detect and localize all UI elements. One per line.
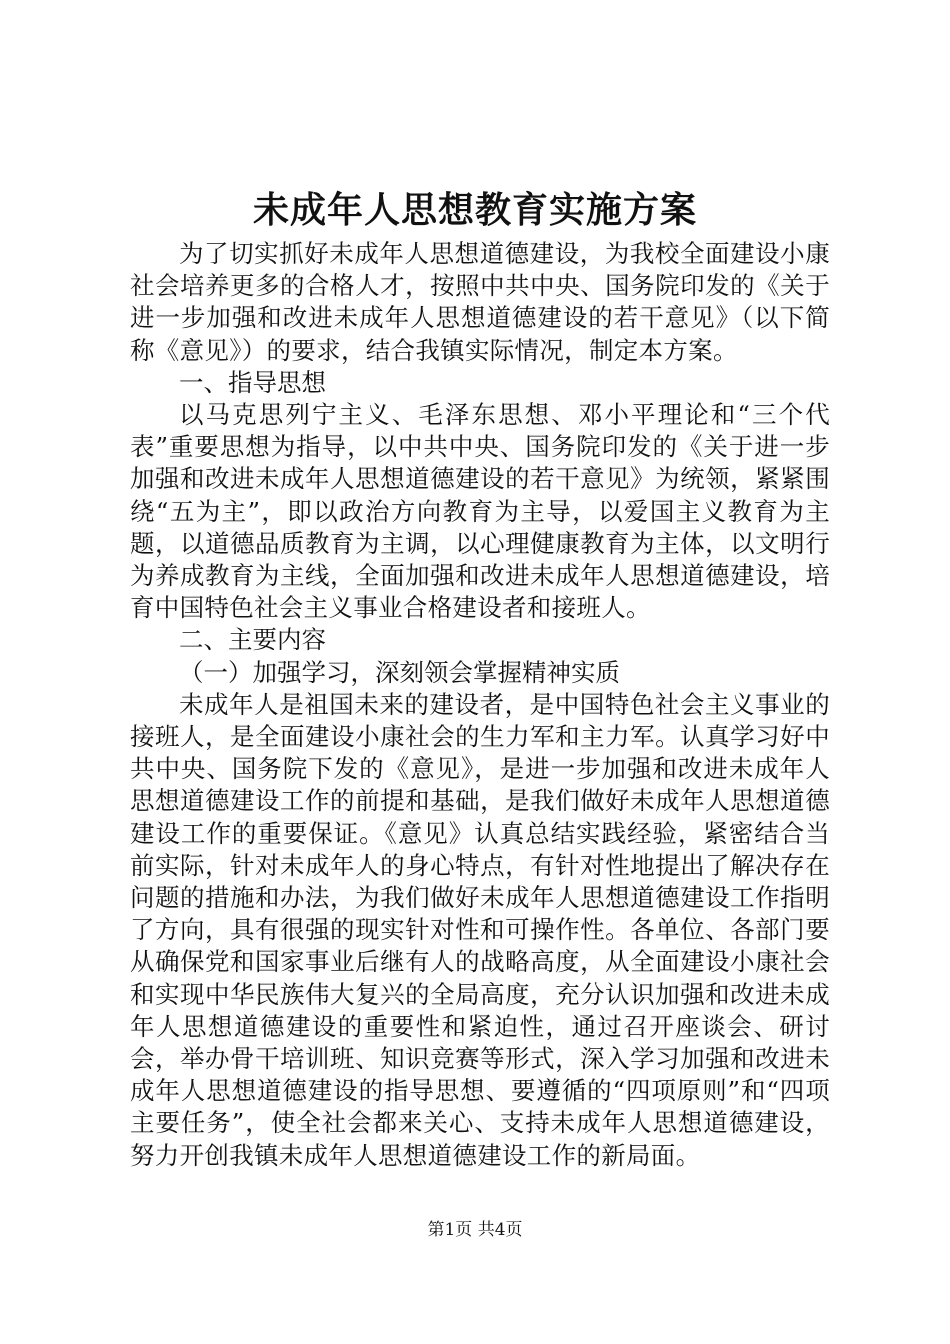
subsection-heading-study: （一）加强学习，深刻领会掌握精神实质 [179,657,620,687]
guiding-ideology-paragraph: 以马克思列宁主义、毛泽东思想、邓小平理论和“三个代表”重要思想为指导，以中共中央、国务院印发的《关于进一步加强和改进未成年人思想道德建设的若干意见》为统领，紧紧围绕“五为主”，即以政治方向教育为主导，以爱国主义教育为主题，以道德品质教育为主调，以心理健康教育为主体，以文明行为养成教育为主线，全面加强和改进未成年人思想道德建设，培育中国特色社会主义事业合格建设者和接班人。 [130,400,831,623]
section-heading-guiding-ideology: 一、指导思想 [179,367,326,397]
section-heading-main-content: 二、主要内容 [179,625,326,655]
document-body [130,238,830,1172]
study-paragraph: 未成年人是祖国未来的建设者，是中国特色社会主义事业的接班人，是全面建设小康社会的生力军和主力军。认真学习好中共中央、国务院下发的《意见》，是进一步加强和改进未成年人思想道德建设工作的前提和基础，是我们做好未成年人思想道德建设工作的重要保证。《意见》认真总结实践经验，紧密结合当前实际，针对未成年人的身心特点，有针对性地提出了解决存在问题的措施和办法，为我们做好未成年人思想道德建设工作指明了方向，具有很强的现实针对性和可操作性。各单位、各部门要从确保党和国家事业后继有人的战略高度，从全面建设小康社会和实现中华民族伟大复兴的全局高度，充分认识加强和改进未成年人思想道德建设的重要性和紧迫性，通过召开座谈会、研讨会，举办骨干培训班、知识竞赛等形式，深入学习加强和改进未成年人思想道德建设的指导思想、要遵循的“四项原则”和“四项主要任务”，使全社会都来关心、支持未成年人思想道德建设，努力开创我镇未成年人思想道德建设工作的新局面。 [130,689,830,1170]
page-number: 第1页 共4页 [427,1220,523,1240]
intro-paragraph: 为了切实抓好未成年人思想道德建设，为我校全面建设小康社会培养更多的合格人才，按照中共中央、国务院印发的《关于进一步加强和改进未成年人思想道德建设的若干意见》（以下简称《意见》）的要求，结合我镇实际情况，制定本方案。 [130,239,830,365]
document-title: 未成年人思想教育实施方案 [252,189,697,231]
